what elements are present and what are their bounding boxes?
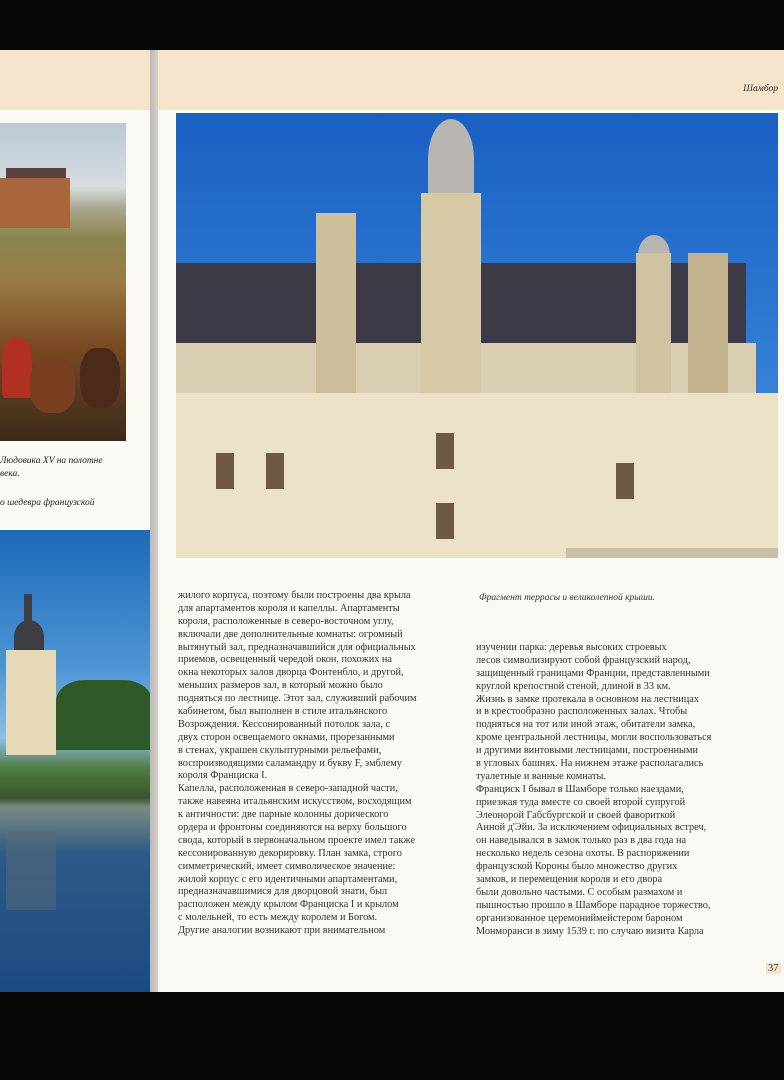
text-line: меньших размеров зал, в который можно было <box>178 680 383 692</box>
text-line: французской Короны было множество других <box>476 861 678 873</box>
photo-reflection <box>6 830 56 910</box>
text-line: с молельней, то есть между королем и Богом. <box>178 912 378 924</box>
photo-window <box>216 453 234 489</box>
photo-lantern-dome <box>428 119 474 199</box>
left-caption-line: Людовика XV на полотне <box>0 456 103 466</box>
text-line: Анной д'Эйи. За исключением официальных встреч, <box>476 822 707 834</box>
text-column-right <box>476 642 711 938</box>
left-page-header-band <box>0 50 158 110</box>
text-line: жилого корпуса, поэтому были построены два крыла <box>178 590 411 601</box>
painting-chateau <box>0 178 70 228</box>
text-line: приемов, освещенный чередой окон, похожих на <box>178 654 393 666</box>
text-line: Возрождения. Кессонированный потолок зала, с <box>178 718 391 730</box>
text-line: приезжая туда вместе со своей второй супругой <box>476 796 686 808</box>
text-line: кроме центральной лестницы, могли воспользоваться <box>476 732 712 744</box>
text-line: симметрический, имеет символическое значение: <box>178 860 396 872</box>
photo-tower <box>688 253 728 403</box>
text-line: туалетные и ванные комнаты. <box>476 770 607 782</box>
text-line: круглой крепостной стеной, длиной в 33 км. <box>476 680 671 692</box>
text-line: Жизнь в замке протекала в основном на лестницах <box>476 693 700 705</box>
text-line: были довольно частыми. С особым размахом и <box>476 886 683 898</box>
text-line: и в крестообразно расположенных залах. Чтобы <box>476 706 688 718</box>
text-line: вытянутый зал, предназначавшийся для официальных <box>178 641 416 653</box>
photo-central-tower <box>421 193 481 393</box>
text-line: жилой корпус с его идентичными апартаментами, <box>178 873 398 885</box>
photo-tower <box>6 650 56 755</box>
text-line: включали две дополнительные комнаты: огромный <box>178 628 403 640</box>
text-line: к античности: две парные колонны дорического <box>178 809 389 821</box>
photo-window <box>616 463 634 499</box>
painting-rider <box>2 338 32 398</box>
page-number: 37 <box>768 963 779 974</box>
left-caption-line: о шедевра французской <box>0 498 95 508</box>
text-line: короля Франциска I. <box>178 770 268 782</box>
left-page <box>0 50 158 992</box>
text-line: двух сторон освещаемого окнами, прорезанными <box>178 731 395 743</box>
photo-terrace <box>566 548 778 558</box>
photo-window <box>266 453 284 489</box>
painting-rider <box>80 348 120 408</box>
text-line: свода, который в первоначальном проекте имел также <box>178 834 415 846</box>
text-line: Капелла, расположенная в северо-западной части, <box>178 783 398 795</box>
photo-window <box>436 503 454 539</box>
text-line: кессонированную декорировку. План замка, строго <box>178 847 402 859</box>
text-line: расположен между крылом Франциска I и крылом <box>178 899 399 911</box>
photo-tower <box>316 213 356 393</box>
chateau-lake-photo <box>0 530 152 992</box>
text-line: пышностью прошло в Шамборе парадное торжество, <box>476 899 711 911</box>
text-line: Элеонорой Габсбургской и своей фавориткой <box>476 809 676 821</box>
text-line: изучении парка: деревья высоких строевых <box>476 642 667 653</box>
text-line: ордера и фронтоны соединяются на верху большого <box>178 822 407 834</box>
text-column-left <box>178 590 416 938</box>
photo-window <box>436 433 454 469</box>
text-line: он наведывался в замок только раз в два года на <box>476 835 687 847</box>
text-line: лесов символизируют собой французский народ, <box>476 654 691 666</box>
right-page <box>158 50 784 992</box>
section-title: Шамбор <box>743 84 778 94</box>
text-line: Монморанси в зиму 1539 г. по случаю визита Карла <box>476 925 704 937</box>
text-line: в угловых башнях. На нижнем этаже располагались <box>476 758 704 770</box>
text-line: в стенах, украшен скульптурными рельефами, <box>178 744 382 756</box>
text-line: также навеяна итальянским искусством, восходящим <box>178 796 412 808</box>
text-line: предназначавшимися для дворцовой знати, был <box>178 886 388 898</box>
text-line: и другими винтовыми лестницами, построенными <box>476 745 698 757</box>
painting-horse <box>30 358 75 413</box>
left-caption-line: века. <box>0 469 20 479</box>
text-line: Франциск I бывал в Шамборе только наездами, <box>476 783 684 795</box>
right-page-header-band <box>158 50 784 110</box>
text-line: кабинетом, был выполнен в стиле итальянского <box>178 706 388 718</box>
text-line: замков, и перемещения короля и его двора <box>476 874 663 886</box>
text-line: для апартаментов короля и капеллы. Апартаменты <box>178 602 400 614</box>
text-line: подняться по лестнице. Этот зал, служивший рабочим <box>178 693 417 705</box>
text-line: воспроизводящими саламандру и букву F, эмблему <box>178 757 402 769</box>
photo-caption: Фрагмент террасы и великолепной крыши. <box>479 593 656 603</box>
chambord-castle-photo <box>176 113 778 558</box>
text-line: несколько недель сезона охоты. В распоряжении <box>476 848 690 860</box>
text-line: окна некоторых залов дворца Фонтенбло, и другой, <box>178 667 404 679</box>
text-line: подняться на тот или иной этаж, обитатели замка, <box>476 719 696 731</box>
text-line: Другие аналогии возникают при внимательном <box>178 925 386 937</box>
photo-tower-roof <box>14 620 44 654</box>
photo-tower <box>636 253 671 403</box>
photo-trees <box>56 680 152 750</box>
text-line: организованное церемониймейстером бароном <box>476 912 683 924</box>
text-line: защищенный границами Франции, представленными <box>476 667 710 679</box>
text-line: короля, расположенные в северо-восточном углу, <box>178 615 394 627</box>
painting-image <box>0 123 126 441</box>
